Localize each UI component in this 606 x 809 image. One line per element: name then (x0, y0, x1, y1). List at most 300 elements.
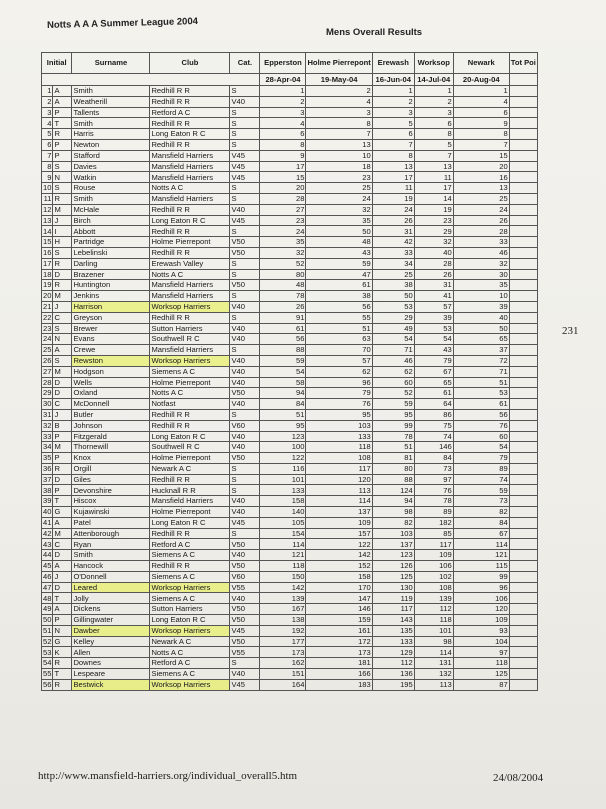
club-cell: Redhill R R (150, 474, 230, 485)
category-cell: S (230, 485, 260, 496)
table-row (42, 193, 538, 204)
worksop-cell: 132 (414, 669, 453, 680)
holme-cell: 172 (306, 636, 372, 647)
position-cell: 54 (43, 658, 52, 668)
position-cell: 20 (43, 291, 52, 301)
table-row (42, 291, 538, 302)
total-cell (509, 150, 537, 161)
category-cell: V45 (230, 215, 260, 226)
club-cell: Redhill R R (150, 409, 230, 420)
club-cell: Mansfield Harriers (150, 172, 230, 183)
position-cell: 10 (43, 183, 52, 193)
epperston-cell: 150 (260, 571, 306, 582)
table-row (42, 345, 538, 356)
total-cell (509, 377, 537, 388)
surname-cell: Huntington (72, 280, 150, 291)
surname-cell: Partridge (72, 237, 150, 248)
erewash-cell: 195 (372, 679, 414, 690)
table-row (42, 204, 538, 215)
table-row (42, 615, 538, 626)
epperston-cell: 84 (260, 399, 306, 410)
erewash-cell: 133 (372, 636, 414, 647)
category-cell: V50 (230, 247, 260, 258)
category-cell: V40 (230, 507, 260, 518)
surname-cell: Davies (72, 161, 150, 172)
initial-cell: R (53, 258, 72, 269)
newark-cell: 115 (453, 561, 509, 572)
initial-cell: D (53, 377, 72, 388)
epperston-cell: 61 (260, 323, 306, 334)
newark-cell: 53 (453, 388, 509, 399)
total-cell (509, 442, 537, 453)
category-cell: V60 (230, 420, 260, 431)
surname-cell: O'Donnell (72, 571, 150, 582)
epperston-cell: 154 (260, 528, 306, 539)
worksop-cell: 102 (414, 571, 453, 582)
initial-cell: P (53, 107, 72, 118)
table-row (42, 377, 538, 388)
worksop-cell: 17 (414, 183, 453, 194)
initial-cell: P (53, 150, 72, 161)
epperston-cell: 167 (260, 604, 306, 615)
club-cell: Siemens A C (150, 669, 230, 680)
position-cell: 11 (42, 193, 53, 204)
erewash-cell: 54 (372, 334, 414, 345)
position-cell: 47 (43, 582, 52, 592)
worksop-cell: 3 (414, 107, 453, 118)
surname-cell: Newton (72, 139, 150, 150)
initial-cell: D (53, 269, 72, 280)
newark-cell: 54 (453, 442, 509, 453)
total-cell (509, 107, 537, 118)
position-cell: 43 (43, 539, 52, 549)
position-cell: 35 (43, 453, 52, 463)
epperston-cell: 133 (260, 485, 306, 496)
holme-cell: 25 (306, 183, 372, 194)
newark-cell: 93 (453, 625, 509, 636)
position-cell: 4 (42, 118, 53, 129)
worksop-cell: 7 (414, 150, 453, 161)
worksop-cell: 114 (414, 647, 453, 658)
initial-cell: M (53, 291, 72, 302)
holme-cell: 183 (306, 679, 372, 690)
position-cell: 53 (43, 647, 52, 657)
total-cell (509, 431, 537, 442)
epperston-cell: 173 (260, 647, 306, 658)
holme-cell: 2 (306, 86, 372, 97)
surname-cell: Rewston (72, 355, 150, 366)
initial-cell: I (53, 226, 72, 237)
newark-cell: 72 (453, 355, 509, 366)
newark-cell: 16 (453, 172, 509, 183)
worksop-cell: 89 (414, 507, 453, 518)
col-initial-header: Initial (42, 53, 72, 74)
epperston-cell: 192 (260, 625, 306, 636)
newark-cell: 7 (453, 139, 509, 150)
initial-cell: A (53, 96, 72, 107)
erewash-cell: 71 (372, 345, 414, 356)
club-cell: Retford A C (150, 658, 230, 669)
position-cell: 38 (43, 485, 52, 495)
table-row (42, 161, 538, 172)
newark-cell: 24 (453, 204, 509, 215)
position-cell: 28 (43, 377, 52, 387)
table-row (42, 96, 538, 107)
position-cell: 16 (43, 248, 52, 258)
surname-cell: Thornewill (72, 442, 150, 453)
holme-cell: 109 (306, 517, 372, 528)
club-cell: Siemens A C (150, 550, 230, 561)
newark-cell: 61 (453, 399, 509, 410)
surname-cell: Johnson (72, 420, 150, 431)
position-cell: 44 (43, 550, 52, 560)
erewash-cell: 62 (372, 366, 414, 377)
newark-cell: 37 (453, 345, 509, 356)
position-cell: 22 (43, 312, 52, 322)
table-row (42, 647, 538, 658)
table-row (42, 474, 538, 485)
table-row (42, 388, 538, 399)
newark-cell: 56 (453, 409, 509, 420)
position-cell: 26 (43, 356, 52, 366)
club-cell: Erewash Valley (150, 258, 230, 269)
results-title: Mens Overall Results (326, 27, 423, 38)
category-cell: V50 (230, 280, 260, 291)
category-cell: V55 (230, 582, 260, 593)
newark-cell: 79 (453, 453, 509, 464)
worksop-cell: 79 (414, 355, 453, 366)
total-cell (509, 345, 537, 356)
club-cell: Redhill R R (150, 420, 230, 431)
initial-cell: A (53, 561, 72, 572)
club-cell: Southwell R C (150, 442, 230, 453)
total-cell (509, 301, 537, 312)
table-row (42, 517, 538, 528)
worksop-cell: 57 (414, 301, 453, 312)
initial-cell: S (53, 161, 72, 172)
total-cell (509, 280, 537, 291)
newark-cell: 96 (453, 582, 509, 593)
category-cell: V50 (230, 636, 260, 647)
position-cell: 41 (43, 518, 52, 528)
erewash-cell: 94 (372, 496, 414, 507)
total-cell (509, 258, 537, 269)
epperston-cell: 28 (260, 193, 306, 204)
position-cell: 30 (43, 399, 52, 409)
epperston-cell: 59 (260, 355, 306, 366)
position-cell: 52 (43, 636, 52, 646)
holme-cell: 96 (306, 377, 372, 388)
surname-cell: Birch (72, 215, 150, 226)
col-surname-header: Surname (72, 53, 150, 74)
table-row (42, 582, 538, 593)
total-cell (509, 507, 537, 518)
club-cell: Sutton Harriers (150, 323, 230, 334)
category-cell: V40 (230, 431, 260, 442)
newark-cell: 125 (453, 669, 509, 680)
position-cell: 14 (43, 226, 52, 236)
surname-cell: Stafford (72, 150, 150, 161)
newark-cell: 71 (453, 366, 509, 377)
total-cell (509, 139, 537, 150)
surname-cell: Kelley (72, 636, 150, 647)
newark-cell: 50 (453, 323, 509, 334)
worksop-cell: 54 (414, 334, 453, 345)
initial-cell: D (53, 550, 72, 561)
worksop-cell: 1 (414, 86, 453, 97)
position-cell: 15 (43, 237, 52, 247)
worksop-cell: 53 (414, 323, 453, 334)
epperston-cell: 100 (260, 442, 306, 453)
holme-cell: 23 (306, 172, 372, 183)
surname-cell: Smith (72, 118, 150, 129)
erewash-cell: 19 (372, 193, 414, 204)
erewash-cell: 98 (372, 507, 414, 518)
newark-cell: 121 (453, 550, 509, 561)
newark-cell: 32 (453, 258, 509, 269)
total-cell (509, 129, 537, 140)
epperston-cell: 3 (260, 107, 306, 118)
newark-cell: 65 (453, 334, 509, 345)
worksop-cell: 40 (414, 247, 453, 258)
position-cell: 31 (43, 410, 52, 420)
surname-cell: Hancock (72, 561, 150, 572)
epperston-cell: 1 (260, 86, 306, 97)
erewash-cell: 124 (372, 485, 414, 496)
total-cell (509, 86, 537, 97)
holme-cell: 181 (306, 658, 372, 669)
total-cell (509, 550, 537, 561)
holme-cell: 120 (306, 474, 372, 485)
worksop-cell: 43 (414, 345, 453, 356)
newark-cell: 106 (453, 593, 509, 604)
club-cell: Mansfield Harriers (150, 345, 230, 356)
worksop-cell: 86 (414, 409, 453, 420)
date-worksop: 14-Jul-04 (414, 74, 453, 86)
surname-cell: Oxland (72, 388, 150, 399)
total-cell (509, 269, 537, 280)
club-cell: Newark A C (150, 463, 230, 474)
table-row (42, 118, 538, 129)
surname-cell: Weatherill (72, 96, 150, 107)
initial-cell: J (53, 215, 72, 226)
epperston-cell: 140 (260, 507, 306, 518)
table-row (42, 139, 538, 150)
epperston-cell: 80 (260, 269, 306, 280)
worksop-cell: 23 (414, 215, 453, 226)
surname-cell: Gillingwater (72, 615, 150, 626)
initial-cell: N (53, 334, 72, 345)
epperston-cell: 164 (260, 679, 306, 690)
initial-cell: J (53, 571, 72, 582)
worksop-cell: 67 (414, 366, 453, 377)
newark-cell: 84 (453, 517, 509, 528)
club-cell: Newark A C (150, 636, 230, 647)
position-cell: 3 (42, 107, 53, 118)
total-cell (509, 247, 537, 258)
table-row (42, 107, 538, 118)
holme-cell: 142 (306, 550, 372, 561)
table-row (42, 280, 538, 291)
epperston-cell: 52 (260, 258, 306, 269)
table-row (42, 571, 538, 582)
newark-cell: 87 (453, 679, 509, 690)
epperston-cell: 4 (260, 118, 306, 129)
newark-cell: 76 (453, 420, 509, 431)
epperston-cell: 24 (260, 226, 306, 237)
initial-cell: S (53, 323, 72, 334)
category-cell: S (230, 269, 260, 280)
club-cell: Hucknall R R (150, 485, 230, 496)
holme-cell: 62 (306, 366, 372, 377)
newark-cell: 109 (453, 615, 509, 626)
initial-cell: R (53, 463, 72, 474)
worksop-cell: 13 (414, 161, 453, 172)
erewash-cell: 33 (372, 247, 414, 258)
total-cell (509, 96, 537, 107)
position-cell: 46 (43, 572, 52, 581)
epperston-cell: 78 (260, 291, 306, 302)
results-body (42, 86, 538, 691)
holme-cell: 4 (306, 96, 372, 107)
date-newark: 20-Aug-04 (453, 74, 509, 86)
epperston-cell: 101 (260, 474, 306, 485)
epperston-cell: 17 (260, 161, 306, 172)
initial-cell: S (53, 355, 72, 366)
club-cell: Holme Pierrepont (150, 507, 230, 518)
position-cell: 37 (43, 474, 52, 484)
erewash-cell: 137 (372, 539, 414, 550)
club-cell: Notts A C (150, 183, 230, 194)
position-cell: 25 (43, 345, 52, 355)
surname-cell: Brazener (72, 269, 150, 280)
total-cell (509, 517, 537, 528)
total-cell (509, 366, 537, 377)
total-cell (509, 485, 537, 496)
col-cat-header: Cat. (230, 53, 260, 74)
table-row (42, 183, 538, 194)
position-cell: 29 (43, 388, 52, 398)
total-cell (509, 679, 537, 690)
worksop-cell: 64 (414, 399, 453, 410)
initial-cell: A (53, 86, 72, 97)
total-cell (509, 399, 537, 410)
holme-cell: 7 (306, 129, 372, 140)
holme-cell: 108 (306, 453, 372, 464)
category-cell: V50 (230, 615, 260, 626)
initial-cell: H (53, 237, 72, 248)
newark-cell: 104 (453, 636, 509, 647)
category-cell: V40 (230, 593, 260, 604)
newark-cell: 99 (453, 571, 509, 582)
epperston-cell: 54 (260, 366, 306, 377)
club-cell: Redhill R R (150, 118, 230, 129)
newark-cell: 30 (453, 269, 509, 280)
position-cell: 42 (43, 528, 52, 538)
holme-cell: 76 (306, 399, 372, 410)
initial-cell: A (53, 604, 72, 615)
worksop-cell: 2 (414, 96, 453, 107)
position-cell: 24 (43, 334, 52, 344)
table-row (42, 150, 538, 161)
initial-cell: R (53, 129, 72, 140)
erewash-cell: 1 (372, 86, 414, 97)
surname-cell: Tallents (72, 107, 150, 118)
worksop-cell: 146 (414, 442, 453, 453)
category-cell: S (230, 312, 260, 323)
worksop-cell: 61 (414, 388, 453, 399)
position-cell: 12 (43, 204, 52, 214)
surname-cell: Wells (72, 377, 150, 388)
epperston-cell: 91 (260, 312, 306, 323)
club-cell: Redhill R R (150, 312, 230, 323)
total-cell (509, 334, 537, 345)
surname-cell: Brewer (72, 323, 150, 334)
initial-cell: J (53, 409, 72, 420)
holme-cell: 114 (306, 496, 372, 507)
category-cell: S (230, 528, 260, 539)
club-cell: Long Eaton R C (150, 431, 230, 442)
epperston-cell: 15 (260, 172, 306, 183)
position-cell: 45 (43, 561, 52, 571)
initial-cell: A (53, 517, 72, 528)
total-cell (509, 237, 537, 248)
category-cell: S (230, 107, 260, 118)
initial-cell: T (53, 118, 72, 129)
footer-date: 24/08/2004 (493, 772, 544, 784)
worksop-cell: 65 (414, 377, 453, 388)
club-cell: Siemens A C (150, 593, 230, 604)
position-cell: 34 (43, 442, 52, 452)
holme-cell: 146 (306, 604, 372, 615)
col-total-header: Tot Poi (509, 53, 537, 74)
holme-cell: 56 (306, 301, 372, 312)
total-cell (509, 355, 537, 366)
epperston-cell: 139 (260, 593, 306, 604)
category-cell: V60 (230, 571, 260, 582)
newark-cell: 13 (453, 183, 509, 194)
position-cell: 36 (43, 464, 52, 474)
holme-cell: 24 (306, 193, 372, 204)
worksop-cell: 76 (414, 485, 453, 496)
holme-cell: 70 (306, 345, 372, 356)
category-cell: S (230, 658, 260, 669)
surname-cell: Leared (72, 582, 150, 593)
club-cell: Siemens A C (150, 366, 230, 377)
date-epperston: 28-Apr-04 (260, 74, 306, 86)
worksop-cell: 117 (414, 539, 453, 550)
epperston-cell: 94 (260, 388, 306, 399)
club-cell: Mansfield Harriers (150, 291, 230, 302)
erewash-cell: 123 (372, 550, 414, 561)
category-cell: V40 (230, 334, 260, 345)
holme-cell: 118 (306, 442, 372, 453)
holme-cell: 152 (306, 561, 372, 572)
surname-cell: McDonnell (72, 399, 150, 410)
holme-cell: 61 (306, 280, 372, 291)
holme-cell: 157 (306, 528, 372, 539)
epperston-cell: 35 (260, 237, 306, 248)
newark-cell: 51 (453, 377, 509, 388)
table-row (42, 129, 538, 140)
erewash-cell: 135 (372, 625, 414, 636)
total-cell (509, 118, 537, 129)
position-cell: 48 (43, 593, 52, 603)
club-cell: Worksop Harriers (150, 355, 230, 366)
epperston-cell: 138 (260, 615, 306, 626)
position-cell: 18 (43, 269, 52, 279)
category-cell: S (230, 118, 260, 129)
